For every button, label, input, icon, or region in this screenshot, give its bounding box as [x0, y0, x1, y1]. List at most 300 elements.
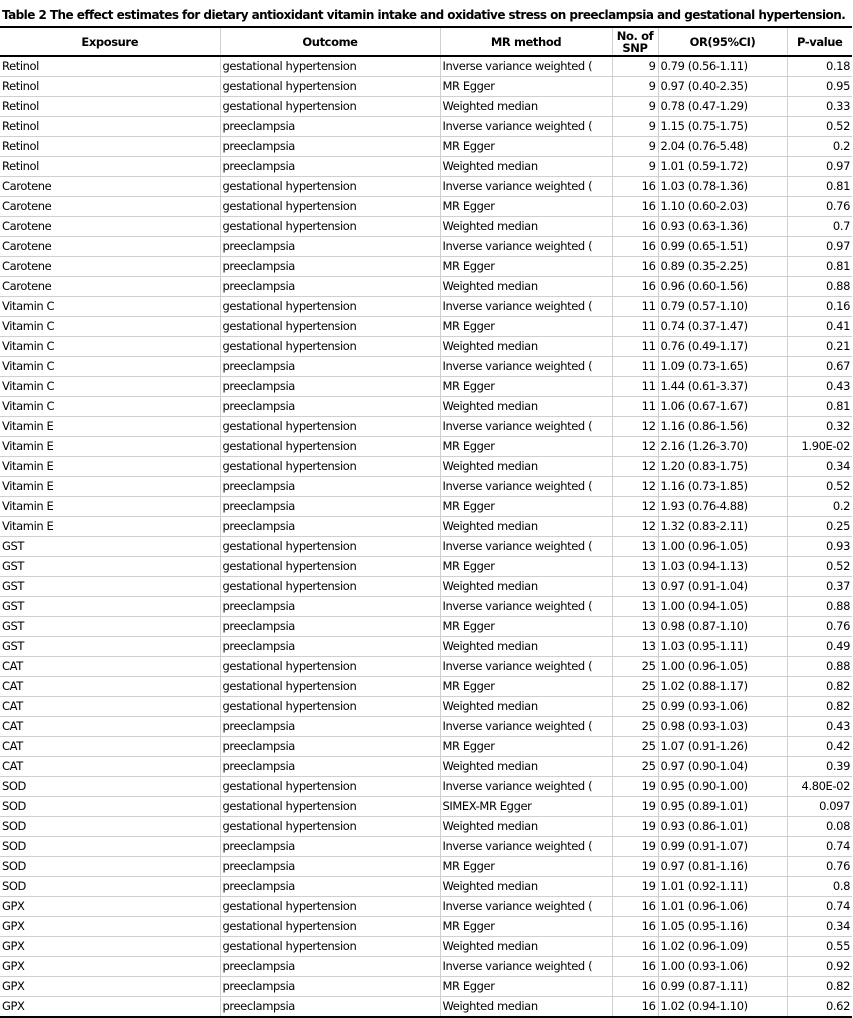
snp-count-cell: 25	[612, 657, 658, 677]
table-row	[0, 497, 852, 517]
p-value-cell: 0.97	[787, 237, 852, 257]
exposure-cell: SOD	[0, 817, 220, 837]
mr-method-cell: Weighted median	[440, 577, 612, 597]
table-row	[0, 557, 852, 577]
mr-method-cell: Inverse variance weighted (	[440, 597, 612, 617]
outcome-cell: gestational hypertension	[220, 937, 440, 957]
exposure-cell: GPX	[0, 977, 220, 997]
exposure-cell: GST	[0, 577, 220, 597]
outcome-cell: preeclampsia	[220, 377, 440, 397]
or-ci-cell: 0.74 (0.37-1.47)	[658, 317, 787, 337]
outcome-cell: preeclampsia	[220, 837, 440, 857]
results-table	[0, 26, 852, 1018]
col-header-outcome: Outcome	[220, 27, 440, 56]
p-value-cell: 0.82	[787, 977, 852, 997]
p-value-cell: 0.2	[787, 497, 852, 517]
mr-method-cell: Inverse variance weighted (	[440, 117, 612, 137]
exposure-cell: Vitamin E	[0, 497, 220, 517]
snp-count-cell: 13	[612, 557, 658, 577]
mr-method-cell: MR Egger	[440, 317, 612, 337]
p-value-cell: 0.74	[787, 837, 852, 857]
snp-count-cell: 19	[612, 777, 658, 797]
p-value-cell: 0.39	[787, 757, 852, 777]
table-row	[0, 197, 852, 217]
outcome-cell: preeclampsia	[220, 477, 440, 497]
outcome-cell: preeclampsia	[220, 737, 440, 757]
or-ci-cell: 1.02 (0.96-1.09)	[658, 937, 787, 957]
snp-count-cell: 19	[612, 877, 658, 897]
snp-count-cell: 19	[612, 797, 658, 817]
p-value-cell: 0.52	[787, 557, 852, 577]
mr-method-cell: MR Egger	[440, 497, 612, 517]
or-ci-cell: 0.98 (0.93-1.03)	[658, 717, 787, 737]
outcome-cell: gestational hypertension	[220, 56, 440, 77]
exposure-cell: SOD	[0, 837, 220, 857]
mr-method-cell: Weighted median	[440, 157, 612, 177]
table-row	[0, 937, 852, 957]
p-value-cell: 0.7	[787, 217, 852, 237]
exposure-cell: Vitamin E	[0, 417, 220, 437]
snp-count-cell: 9	[612, 56, 658, 77]
snp-count-cell: 13	[612, 637, 658, 657]
mr-method-cell: Weighted median	[440, 697, 612, 717]
or-ci-cell: 1.01 (0.92-1.11)	[658, 877, 787, 897]
exposure-cell: Vitamin E	[0, 477, 220, 497]
snp-count-cell: 16	[612, 217, 658, 237]
table-row	[0, 917, 852, 937]
or-ci-cell: 0.99 (0.65-1.51)	[658, 237, 787, 257]
outcome-cell: preeclampsia	[220, 637, 440, 657]
p-value-cell: 0.93	[787, 537, 852, 557]
exposure-cell: GPX	[0, 917, 220, 937]
outcome-cell: gestational hypertension	[220, 417, 440, 437]
or-ci-cell: 0.97 (0.81-1.16)	[658, 857, 787, 877]
table-row	[0, 217, 852, 237]
table-row	[0, 957, 852, 977]
snp-count-cell: 12	[612, 477, 658, 497]
p-value-cell: 0.2	[787, 137, 852, 157]
table-row	[0, 517, 852, 537]
p-value-cell: 4.80E-02	[787, 777, 852, 797]
p-value-cell: 0.25	[787, 517, 852, 537]
or-ci-cell: 0.99 (0.91-1.07)	[658, 837, 787, 857]
outcome-cell: gestational hypertension	[220, 97, 440, 117]
snp-count-cell: 16	[612, 917, 658, 937]
exposure-cell: Carotene	[0, 217, 220, 237]
outcome-cell: preeclampsia	[220, 597, 440, 617]
or-ci-cell: 0.99 (0.87-1.11)	[658, 977, 787, 997]
snp-count-cell: 16	[612, 237, 658, 257]
snp-count-cell: 13	[612, 537, 658, 557]
snp-count-cell: 19	[612, 857, 658, 877]
mr-method-cell: Weighted median	[440, 217, 612, 237]
exposure-cell: CAT	[0, 757, 220, 777]
mr-method-cell: Inverse variance weighted (	[440, 357, 612, 377]
mr-method-cell: Inverse variance weighted (	[440, 657, 612, 677]
table-row	[0, 337, 852, 357]
table-row	[0, 717, 852, 737]
snp-count-cell: 12	[612, 437, 658, 457]
or-ci-cell: 0.97 (0.90-1.04)	[658, 757, 787, 777]
snp-count-cell: 13	[612, 617, 658, 637]
snp-count-cell: 11	[612, 357, 658, 377]
table-body	[0, 56, 852, 1017]
p-value-cell: 0.52	[787, 477, 852, 497]
snp-count-cell: 25	[612, 677, 658, 697]
exposure-cell: CAT	[0, 657, 220, 677]
outcome-cell: preeclampsia	[220, 517, 440, 537]
snp-count-cell: 9	[612, 97, 658, 117]
outcome-cell: gestational hypertension	[220, 677, 440, 697]
mr-method-cell: Weighted median	[440, 757, 612, 777]
snp-count-cell: 16	[612, 977, 658, 997]
or-ci-cell: 0.96 (0.60-1.56)	[658, 277, 787, 297]
mr-method-cell: Inverse variance weighted (	[440, 717, 612, 737]
or-ci-cell: 0.79 (0.57-1.10)	[658, 297, 787, 317]
or-ci-cell: 0.95 (0.89-1.01)	[658, 797, 787, 817]
outcome-cell: preeclampsia	[220, 157, 440, 177]
outcome-cell: preeclampsia	[220, 717, 440, 737]
snp-count-cell: 11	[612, 337, 658, 357]
mr-method-cell: MR Egger	[440, 917, 612, 937]
or-ci-cell: 1.07 (0.91-1.26)	[658, 737, 787, 757]
table-row	[0, 877, 852, 897]
or-ci-cell: 0.99 (0.93-1.06)	[658, 697, 787, 717]
snp-count-cell: 9	[612, 117, 658, 137]
snp-count-cell: 16	[612, 177, 658, 197]
table-row	[0, 397, 852, 417]
p-value-cell: 0.43	[787, 377, 852, 397]
exposure-cell: GST	[0, 617, 220, 637]
p-value-cell: 0.34	[787, 457, 852, 477]
table-row	[0, 857, 852, 877]
table-row	[0, 277, 852, 297]
outcome-cell: preeclampsia	[220, 757, 440, 777]
outcome-cell: preeclampsia	[220, 857, 440, 877]
snp-count-cell: 11	[612, 317, 658, 337]
table-row	[0, 677, 852, 697]
outcome-cell: preeclampsia	[220, 497, 440, 517]
exposure-cell: Vitamin C	[0, 397, 220, 417]
outcome-cell: gestational hypertension	[220, 577, 440, 597]
p-value-cell: 0.8	[787, 877, 852, 897]
p-value-cell: 0.95	[787, 77, 852, 97]
exposure-cell: GPX	[0, 997, 220, 1018]
table-title: Table 2 The effect estimates for dietary antioxidant vitamin intake and oxidative stress on preeclampsia and gestational hypertension.	[2, 8, 846, 22]
mr-method-cell: Inverse variance weighted (	[440, 177, 612, 197]
p-value-cell: 0.42	[787, 737, 852, 757]
table-row	[0, 477, 852, 497]
or-ci-cell: 0.89 (0.35-2.25)	[658, 257, 787, 277]
p-value-cell: 0.88	[787, 277, 852, 297]
exposure-cell: GST	[0, 537, 220, 557]
table-row	[0, 377, 852, 397]
exposure-cell: Vitamin C	[0, 297, 220, 317]
p-value-cell: 0.81	[787, 257, 852, 277]
exposure-cell: GPX	[0, 897, 220, 917]
exposure-cell: GST	[0, 597, 220, 617]
p-value-cell: 0.16	[787, 297, 852, 317]
table-row	[0, 77, 852, 97]
mr-method-cell: Weighted median	[440, 637, 612, 657]
or-ci-cell: 0.95 (0.90-1.00)	[658, 777, 787, 797]
table-row	[0, 297, 852, 317]
or-ci-cell: 0.79 (0.56-1.11)	[658, 56, 787, 77]
p-value-cell: 1.90E-02	[787, 437, 852, 457]
table-row	[0, 537, 852, 557]
p-value-cell: 0.76	[787, 617, 852, 637]
or-ci-cell: 2.04 (0.76-5.48)	[658, 137, 787, 157]
exposure-cell: Retinol	[0, 97, 220, 117]
mr-method-cell: Weighted median	[440, 457, 612, 477]
p-value-cell: 0.82	[787, 697, 852, 717]
mr-method-cell: Inverse variance weighted (	[440, 417, 612, 437]
mr-method-cell: MR Egger	[440, 857, 612, 877]
snp-count-cell: 11	[612, 377, 658, 397]
or-ci-cell: 1.02 (0.88-1.17)	[658, 677, 787, 697]
exposure-cell: SOD	[0, 797, 220, 817]
or-ci-cell: 1.06 (0.67-1.67)	[658, 397, 787, 417]
outcome-cell: gestational hypertension	[220, 777, 440, 797]
snp-count-cell: 12	[612, 417, 658, 437]
mr-method-cell: Weighted median	[440, 937, 612, 957]
mr-method-cell: Weighted median	[440, 817, 612, 837]
or-ci-cell: 0.78 (0.47-1.29)	[658, 97, 787, 117]
exposure-cell: Vitamin E	[0, 457, 220, 477]
mr-method-cell: Inverse variance weighted (	[440, 957, 612, 977]
exposure-cell: Vitamin E	[0, 517, 220, 537]
mr-method-cell: SIMEX-MR Egger	[440, 797, 612, 817]
snp-count-cell: 12	[612, 497, 658, 517]
exposure-cell: Vitamin C	[0, 377, 220, 397]
outcome-cell: gestational hypertension	[220, 197, 440, 217]
mr-method-cell: Inverse variance weighted (	[440, 777, 612, 797]
table-row	[0, 577, 852, 597]
exposure-cell: GPX	[0, 957, 220, 977]
p-value-cell: 0.82	[787, 677, 852, 697]
mr-method-cell: Inverse variance weighted (	[440, 237, 612, 257]
p-value-cell: 0.67	[787, 357, 852, 377]
outcome-cell: gestational hypertension	[220, 817, 440, 837]
p-value-cell: 0.43	[787, 717, 852, 737]
mr-method-cell: Weighted median	[440, 997, 612, 1018]
outcome-cell: gestational hypertension	[220, 557, 440, 577]
p-value-cell: 0.33	[787, 97, 852, 117]
col-header-p-value: P-value	[787, 27, 852, 56]
exposure-cell: Retinol	[0, 117, 220, 137]
p-value-cell: 0.88	[787, 597, 852, 617]
outcome-cell: gestational hypertension	[220, 897, 440, 917]
mr-method-cell: Weighted median	[440, 517, 612, 537]
col-header-exposure: Exposure	[0, 27, 220, 56]
or-ci-cell: 1.10 (0.60-2.03)	[658, 197, 787, 217]
exposure-cell: Carotene	[0, 257, 220, 277]
col-header-mr-method: MR method	[440, 27, 612, 56]
or-ci-cell: 1.01 (0.59-1.72)	[658, 157, 787, 177]
table-row	[0, 257, 852, 277]
outcome-cell: preeclampsia	[220, 277, 440, 297]
p-value-cell: 0.55	[787, 937, 852, 957]
p-value-cell: 0.097	[787, 797, 852, 817]
outcome-cell: gestational hypertension	[220, 697, 440, 717]
p-value-cell: 0.76	[787, 197, 852, 217]
or-ci-cell: 1.44 (0.61-3.37)	[658, 377, 787, 397]
or-ci-cell: 1.03 (0.94-1.13)	[658, 557, 787, 577]
table-row	[0, 657, 852, 677]
snp-count-cell: 12	[612, 517, 658, 537]
outcome-cell: gestational hypertension	[220, 457, 440, 477]
snp-count-cell: 25	[612, 697, 658, 717]
mr-method-cell: Weighted median	[440, 397, 612, 417]
col-header-or-ci: OR(95%CI)	[658, 27, 787, 56]
snp-count-cell: 11	[612, 297, 658, 317]
exposure-cell: Carotene	[0, 237, 220, 257]
p-value-cell: 0.49	[787, 637, 852, 657]
outcome-cell: preeclampsia	[220, 957, 440, 977]
outcome-cell: preeclampsia	[220, 397, 440, 417]
table-row	[0, 56, 852, 77]
snp-count-cell: 9	[612, 137, 658, 157]
p-value-cell: 0.81	[787, 397, 852, 417]
exposure-cell: Vitamin C	[0, 337, 220, 357]
p-value-cell: 0.92	[787, 957, 852, 977]
exposure-cell: Carotene	[0, 277, 220, 297]
or-ci-cell: 1.03 (0.78-1.36)	[658, 177, 787, 197]
mr-method-cell: MR Egger	[440, 617, 612, 637]
table-row	[0, 997, 852, 1018]
exposure-cell: Retinol	[0, 77, 220, 97]
or-ci-cell: 0.93 (0.86-1.01)	[658, 817, 787, 837]
exposure-cell: Retinol	[0, 137, 220, 157]
or-ci-cell: 1.03 (0.95-1.11)	[658, 637, 787, 657]
or-ci-cell: 1.20 (0.83-1.75)	[658, 457, 787, 477]
outcome-cell: gestational hypertension	[220, 917, 440, 937]
mr-method-cell: Weighted median	[440, 337, 612, 357]
outcome-cell: preeclampsia	[220, 137, 440, 157]
or-ci-cell: 0.97 (0.91-1.04)	[658, 577, 787, 597]
outcome-cell: gestational hypertension	[220, 537, 440, 557]
or-ci-cell: 1.00 (0.96-1.05)	[658, 657, 787, 677]
table-row	[0, 97, 852, 117]
exposure-cell: Retinol	[0, 157, 220, 177]
table-row	[0, 817, 852, 837]
p-value-cell: 0.81	[787, 177, 852, 197]
mr-method-cell: MR Egger	[440, 77, 612, 97]
mr-method-cell: MR Egger	[440, 437, 612, 457]
mr-method-cell: MR Egger	[440, 557, 612, 577]
exposure-cell: Carotene	[0, 197, 220, 217]
mr-method-cell: Weighted median	[440, 277, 612, 297]
p-value-cell: 0.37	[787, 577, 852, 597]
or-ci-cell: 1.00 (0.93-1.06)	[658, 957, 787, 977]
table-row	[0, 757, 852, 777]
outcome-cell: preeclampsia	[220, 117, 440, 137]
mr-method-cell: MR Egger	[440, 677, 612, 697]
outcome-cell: preeclampsia	[220, 977, 440, 997]
or-ci-cell: 1.32 (0.83-2.11)	[658, 517, 787, 537]
snp-count-cell: 19	[612, 837, 658, 857]
table-row	[0, 697, 852, 717]
outcome-cell: gestational hypertension	[220, 437, 440, 457]
mr-method-cell: MR Egger	[440, 137, 612, 157]
p-value-cell: 0.41	[787, 317, 852, 337]
p-value-cell: 0.08	[787, 817, 852, 837]
table-row	[0, 157, 852, 177]
or-ci-cell: 0.97 (0.40-2.35)	[658, 77, 787, 97]
table-row	[0, 357, 852, 377]
outcome-cell: gestational hypertension	[220, 297, 440, 317]
mr-method-cell: Inverse variance weighted (	[440, 837, 612, 857]
outcome-cell: gestational hypertension	[220, 177, 440, 197]
p-value-cell: 0.88	[787, 657, 852, 677]
mr-method-cell: MR Egger	[440, 197, 612, 217]
exposure-cell: Vitamin E	[0, 437, 220, 457]
snp-count-cell: 13	[612, 577, 658, 597]
mr-method-cell: Inverse variance weighted (	[440, 897, 612, 917]
mr-method-cell: Inverse variance weighted (	[440, 297, 612, 317]
mr-method-cell: Inverse variance weighted (	[440, 56, 612, 77]
mr-method-cell: MR Egger	[440, 377, 612, 397]
outcome-cell: gestational hypertension	[220, 657, 440, 677]
table-row	[0, 317, 852, 337]
snp-count-cell: 16	[612, 197, 658, 217]
or-ci-cell: 1.00 (0.94-1.05)	[658, 597, 787, 617]
table-row	[0, 637, 852, 657]
exposure-cell: CAT	[0, 677, 220, 697]
exposure-cell: CAT	[0, 737, 220, 757]
snp-count-cell: 25	[612, 757, 658, 777]
mr-method-cell: MR Egger	[440, 977, 612, 997]
snp-count-cell: 16	[612, 897, 658, 917]
outcome-cell: preeclampsia	[220, 257, 440, 277]
outcome-cell: gestational hypertension	[220, 797, 440, 817]
snp-count-cell: 16	[612, 257, 658, 277]
table-row	[0, 457, 852, 477]
exposure-cell: GPX	[0, 937, 220, 957]
mr-method-cell: Weighted median	[440, 97, 612, 117]
mr-method-cell: MR Egger	[440, 257, 612, 277]
table-row	[0, 797, 852, 817]
or-ci-cell: 0.93 (0.63-1.36)	[658, 217, 787, 237]
p-value-cell: 0.52	[787, 117, 852, 137]
or-ci-cell: 1.00 (0.96-1.05)	[658, 537, 787, 557]
table-row	[0, 737, 852, 757]
mr-method-cell: MR Egger	[440, 737, 612, 757]
p-value-cell: 0.32	[787, 417, 852, 437]
table-row	[0, 237, 852, 257]
exposure-cell: Vitamin C	[0, 317, 220, 337]
outcome-cell: preeclampsia	[220, 617, 440, 637]
or-ci-cell: 0.76 (0.49-1.17)	[658, 337, 787, 357]
snp-count-cell: 25	[612, 737, 658, 757]
snp-count-cell: 25	[612, 717, 658, 737]
snp-count-cell: 16	[612, 997, 658, 1018]
exposure-cell: SOD	[0, 877, 220, 897]
or-ci-cell: 1.16 (0.86-1.56)	[658, 417, 787, 437]
p-value-cell: 0.74	[787, 897, 852, 917]
mr-method-cell: Weighted median	[440, 877, 612, 897]
p-value-cell: 0.76	[787, 857, 852, 877]
col-header-no-of-snp: No. of SNP	[612, 27, 658, 56]
snp-count-cell: 16	[612, 277, 658, 297]
exposure-cell: SOD	[0, 777, 220, 797]
outcome-cell: gestational hypertension	[220, 317, 440, 337]
table-row	[0, 837, 852, 857]
or-ci-cell: 2.16 (1.26-3.70)	[658, 437, 787, 457]
table-row	[0, 137, 852, 157]
p-value-cell: 0.34	[787, 917, 852, 937]
exposure-cell: SOD	[0, 857, 220, 877]
